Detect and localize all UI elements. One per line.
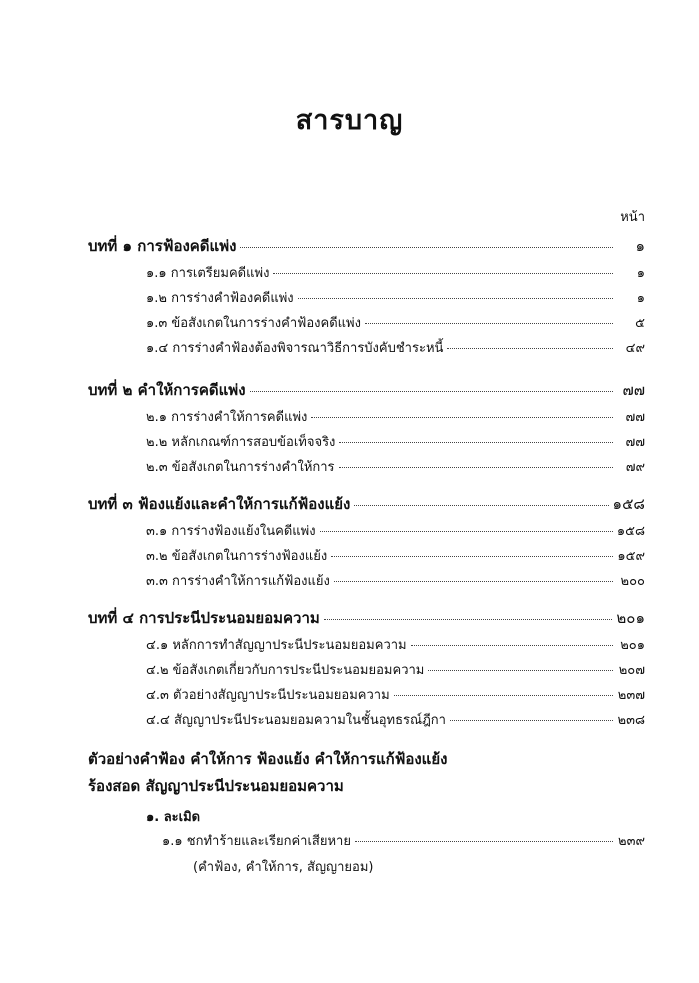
examples-section-title: ๑. ละเมิด [146, 810, 201, 825]
toc-entry-page: ๑ [636, 291, 645, 306]
leader-dots [339, 466, 613, 468]
section-entry [146, 262, 645, 283]
section-entry [146, 659, 645, 680]
chapter-entry [88, 234, 645, 258]
section-entry [146, 406, 645, 427]
section-entry [146, 709, 645, 730]
toc-entry-label: ๑.๔ การร่างคำฟ้องต้องพิจารณาวิธีการบังคับชำระหนี้ [146, 341, 444, 356]
toc-entry-label: ๔.๒ ข้อสังเกตเกี่ยวกับการประนีประนอมยอมความ [146, 663, 425, 678]
leader-dots [394, 694, 613, 696]
section-entry [146, 431, 645, 452]
toc-entry-page: ๑ [636, 266, 645, 281]
section-entry [146, 456, 645, 477]
section-entry [146, 684, 645, 705]
leader-dots [240, 246, 613, 248]
toc-entry-page: ๔๙ [625, 341, 645, 356]
chapter-entry [88, 492, 645, 516]
examples-heading-line2: ร้องสอด สัญญาประนีประนอมยอมความ [88, 777, 344, 795]
examples-item [162, 830, 645, 851]
toc-entry-label: ๒.๒ หลักเกณฑ์การสอบข้อเท็จจริง [146, 435, 336, 450]
leader-dots [324, 618, 613, 620]
leader-dots [273, 272, 613, 274]
toc-entry-page: ๒๓๘ [617, 713, 645, 728]
section-entry [146, 545, 645, 566]
chapter-entry [88, 378, 645, 402]
leader-dots [334, 580, 613, 582]
toc-entry-page: ๒๓๗ [617, 688, 645, 703]
leader-dots [331, 555, 613, 557]
section-entry [146, 634, 645, 655]
leader-dots [355, 840, 613, 842]
toc-entry-label: ๓.๑ การร่างฟ้องแย้งในคดีแพ่ง [146, 524, 316, 539]
toc-entry-label: ๒.๑ การร่างคำให้การคดีแพ่ง [146, 410, 308, 425]
toc-entry-label: บทที่ ๓ ฟ้องแย้งและคำให้การแก้ฟ้องแย้ง [88, 495, 351, 513]
leader-dots [339, 441, 613, 443]
page-title: สารบาญ [295, 105, 404, 136]
toc-entry-label: ๑.๑ ชกทำร้ายและเรียกค่าเสียหาย [162, 834, 351, 849]
toc-entry-label: บทที่ ๑ การฟ้องคดีแพ่ง [88, 237, 237, 255]
section-entry [146, 287, 645, 308]
section-entry [146, 337, 645, 358]
toc-entry-page: ๒๐๑ [616, 609, 645, 627]
toc-entry-page: ๗๗ [625, 435, 645, 450]
section-entry [146, 520, 645, 541]
leader-dots [447, 347, 613, 349]
toc-entry-page: ๑ [635, 237, 645, 255]
leader-dots [354, 504, 608, 506]
toc-entry-label: ๓.๓ การร่างคำให้การแก้ฟ้องแย้ง [146, 574, 330, 589]
toc-entry-page: ๒๐๑ [620, 638, 645, 653]
toc-entry-page: ๑๕๘ [616, 524, 645, 539]
chapter-entry [88, 606, 645, 630]
toc-entry-page: ๕ [635, 316, 645, 331]
toc-entry-label: ๔.๑ หลักการทำสัญญาประนีประนอมยอมความ [146, 638, 407, 653]
leader-dots [365, 322, 613, 324]
section-entry [146, 570, 645, 591]
leader-dots [311, 416, 613, 418]
leader-dots [428, 669, 613, 671]
leader-dots [320, 530, 613, 532]
toc-entry-label: ๑.๒ การร่างคำฟ้องคดีแพ่ง [146, 291, 294, 306]
examples-note: (คำฟ้อง, คำให้การ, สัญญายอม) [193, 860, 374, 875]
page-column-header: หน้า [620, 210, 645, 225]
leader-dots [298, 297, 613, 299]
leader-dots [250, 390, 613, 392]
toc-entry-label: บทที่ ๒ คำให้การคดีแพ่ง [88, 381, 246, 399]
toc-entry-page: ๗๗ [625, 410, 645, 425]
toc-entry-page: ๒๐๗ [618, 663, 645, 678]
leader-dots [411, 644, 613, 646]
toc-entry-page: ๒๓๙ [618, 834, 645, 849]
toc-entry-page: ๑๕๘ [612, 495, 645, 513]
toc-entry-label: ๔.๔ สัญญาประนีประนอมยอมความในชั้นอุทธรณ์ฎีกา [146, 713, 446, 728]
toc-entry-page: ๒๐๐ [620, 574, 645, 589]
leader-dots [450, 719, 613, 721]
toc-entry-page: ๑๕๙ [617, 549, 645, 564]
section-entry [146, 312, 645, 333]
toc-entry-page: ๗๙ [625, 460, 645, 475]
toc-entry-label: ๓.๒ ข้อสังเกตในการร่างฟ้องแย้ง [146, 549, 328, 564]
toc-entry-label: ๑.๑ การเตรียมคดีแพ่ง [146, 266, 270, 281]
toc-entry-label: บทที่ ๔ การประนีประนอมยอมความ [88, 609, 320, 627]
examples-heading-line1: ตัวอย่างคำฟ้อง คำให้การ ฟ้องแย้ง คำให้การแก้ฟ้องแย้ง [88, 750, 448, 768]
toc-entry-label: ๔.๓ ตัวอย่างสัญญาประนีประนอมยอมความ [146, 688, 390, 703]
toc-entry-label: ๒.๓ ข้อสังเกตในการร่างคำให้การ [146, 460, 335, 475]
toc-entry-page: ๗๗ [622, 381, 645, 399]
toc-entry-label: ๑.๓ ข้อสังเกตในการร่างคำฟ้องคดีแพ่ง [146, 316, 361, 331]
